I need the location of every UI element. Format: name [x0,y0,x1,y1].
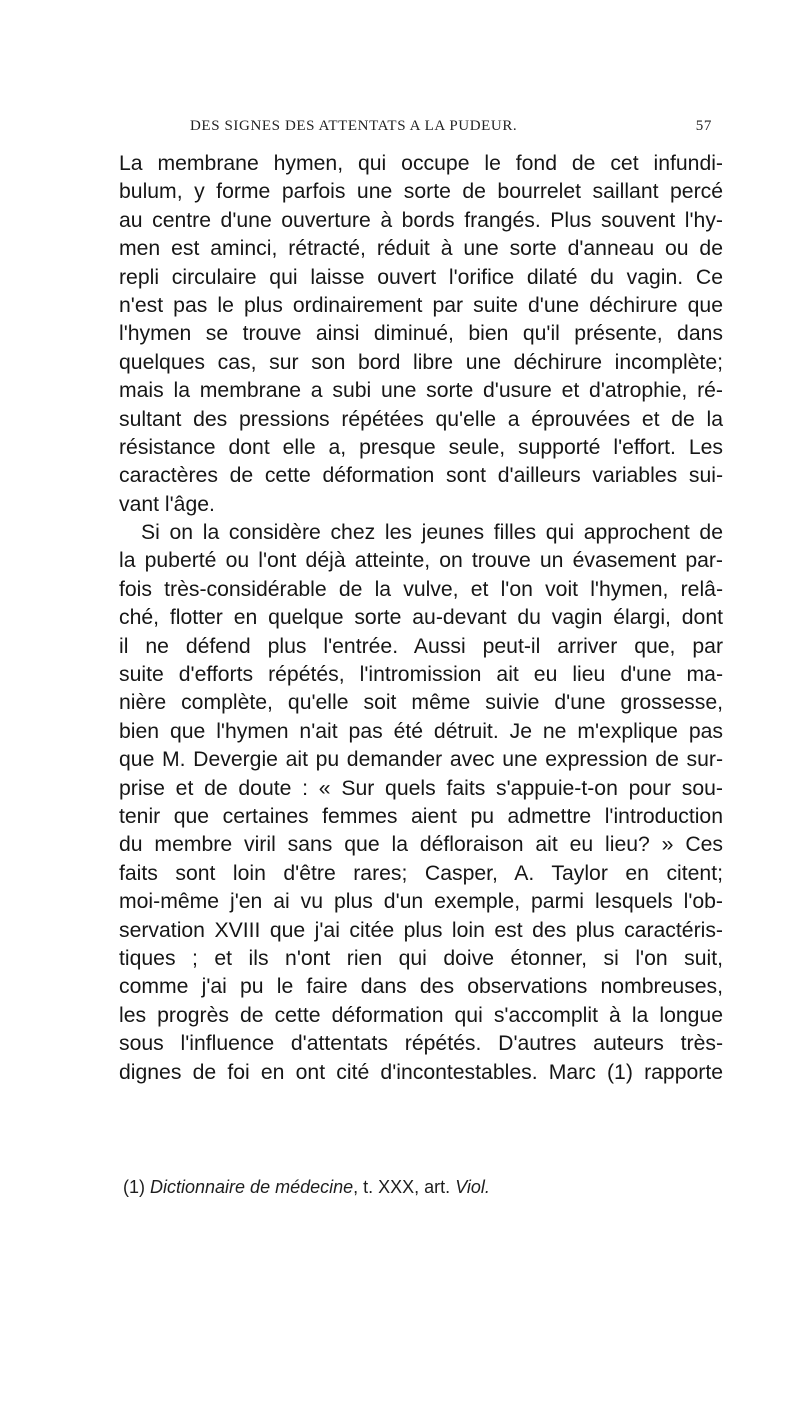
text-line: La membrane hymen, qui occupe le fond de cet infundi- [119,152,723,175]
text-line: ché, flotter en quelque sorte au-devant du vagin élargi, dont [119,606,723,630]
text-line: repli circulaire qui laisse ouvert l'orifice dilaté du vagin. Ce [119,265,723,289]
footnote-title: Dictionnaire de médecine [150,1177,354,1197]
footnote-word: Viol. [455,1177,490,1197]
text-line: tenir que certaines femmes aient pu admettre l'introduction [119,804,723,828]
text-line: l'hymen se trouve ainsi diminué, bien qu'il présente, dans [119,322,723,346]
running-title: DES SIGNES DES ATTENTATS A LA PUDEUR. [190,118,518,134]
text-line: faits sont loin d'être rares; Casper, A. Taylor en citent; [119,861,723,885]
text-line: suite d'efforts répétés, l'intromission ait eu lieu d'une ma- [119,663,723,687]
footnote-ref: , t. XXX, art. [353,1177,451,1197]
text-line: vant l'âge. [119,492,215,516]
text-line: tiques ; et ils n'ont rien qui doive étonner, si l'on suit, [119,946,723,970]
text-line: servation XVIII que j'ai citée plus loin est des plus caractéris- [119,918,723,942]
text-line: il ne défend plus l'entrée. Aussi peut-il arriver que, par [119,634,723,658]
text-line: que M. Devergie ait pu demander avec une expression de sur- [119,748,723,772]
text-line: mais la membrane a subi une sorte d'usure et d'atrophie, ré- [119,379,723,403]
text-line: au centre d'une ouverture à bords frangés. Plus souvent l'hy- [119,208,723,232]
footnote-marker: (1) [123,1177,145,1197]
page-number: 57 [695,118,712,134]
text-line: bien que l'hymen n'ait pas été détruit. Je ne m'explique pas [119,719,723,743]
text-line: prise et de doute : « Sur quels faits s'appuie-t-on pour sou- [119,776,723,800]
text-line: men est aminci, rétracté, réduit à une sorte d'anneau ou de [119,237,723,261]
text-line: dignes de foi en ont cité d'incontestables. Marc (1) rapporte [119,1060,723,1084]
running-head [190,118,712,140]
footnote [123,1176,723,1198]
text-line: quelques cas, sur son bord libre une déchirure incomplète; [119,350,723,374]
text-line: comme j'ai pu le faire dans des observations nombreuses, [119,975,723,999]
text-line: Si on la considère chez les jeunes filles qui approchent de [141,521,723,545]
text-line: nière complète, qu'elle soit même suivie d'une grossesse, [119,691,723,715]
text-line: les progrès de cette déformation qui s'accomplit à la longue [119,1003,723,1027]
text-line: moi-même j'en ai vu plus d'un exemple, parmi lesquels l'ob- [119,890,723,914]
text-line: résistance dont elle a, presque seule, supporté l'effort. Les [119,435,723,459]
text-line: sultant des pressions répétées qu'elle a éprouvées et de la [119,407,723,431]
text-line: n'est pas le plus ordinairement par suite d'une déchirure que [119,293,723,317]
text-line: sous l'influence d'attentats répétés. D'autres auteurs très- [119,1032,723,1056]
text-line: bulum, y forme parfois une sorte de bourrelet saillant percé [119,180,723,204]
text-line: la puberté ou l'ont déjà atteinte, on trouve un évasement par- [119,549,723,573]
text-line: caractères de cette déformation sont d'ailleurs variables sui- [119,464,723,488]
text-line: du membre viril sans que la défloraison ait eu lieu? » Ces [119,833,723,857]
text-line: fois très-considérable de la vulve, et l'on voit l'hymen, relâ- [119,577,723,601]
body-text [119,150,723,1087]
